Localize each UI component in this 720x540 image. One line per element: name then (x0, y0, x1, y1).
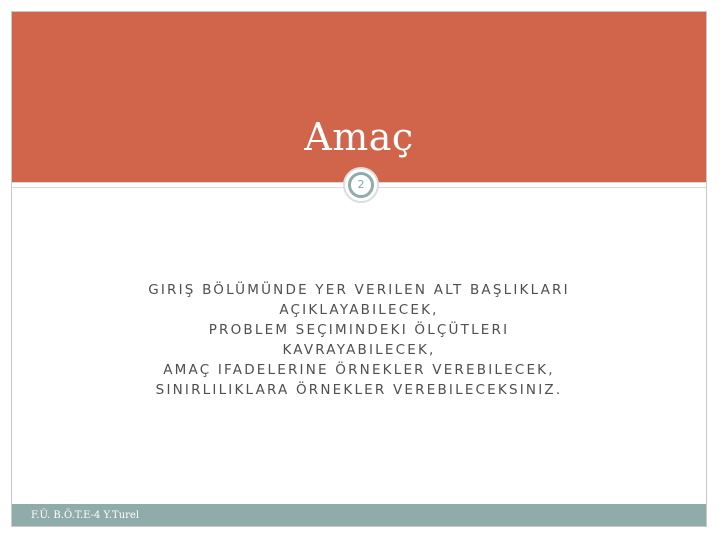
page-number-badge (343, 167, 379, 203)
slide-title: Amaç (304, 115, 414, 159)
page-number: 2 (348, 172, 374, 198)
body-line: GIRIŞ BÖLÜMÜNDE YER VERILEN ALT BAŞLIKLARI (148, 282, 570, 298)
slide-header (12, 12, 706, 182)
slide-body (72, 280, 646, 400)
body-line: AMAÇ IFADELERINE ÖRNEKLER VEREBILECEK, (163, 362, 555, 378)
slide-footer (12, 504, 706, 526)
body-line: AÇIKLAYABILECEK, (279, 302, 439, 318)
body-line: SINIRLILIKLARA ÖRNEKLER VEREBILECEKSINIZ. (155, 382, 563, 398)
body-line: KAVRAYABILECEK, (282, 342, 436, 358)
body-line: PROBLEM SEÇIMINDEKI ÖLÇÜTLERI (208, 322, 510, 338)
slide (11, 11, 707, 527)
footer-text: F.Ü. B.Ö.T.E-4 Y.Turel (31, 510, 140, 521)
